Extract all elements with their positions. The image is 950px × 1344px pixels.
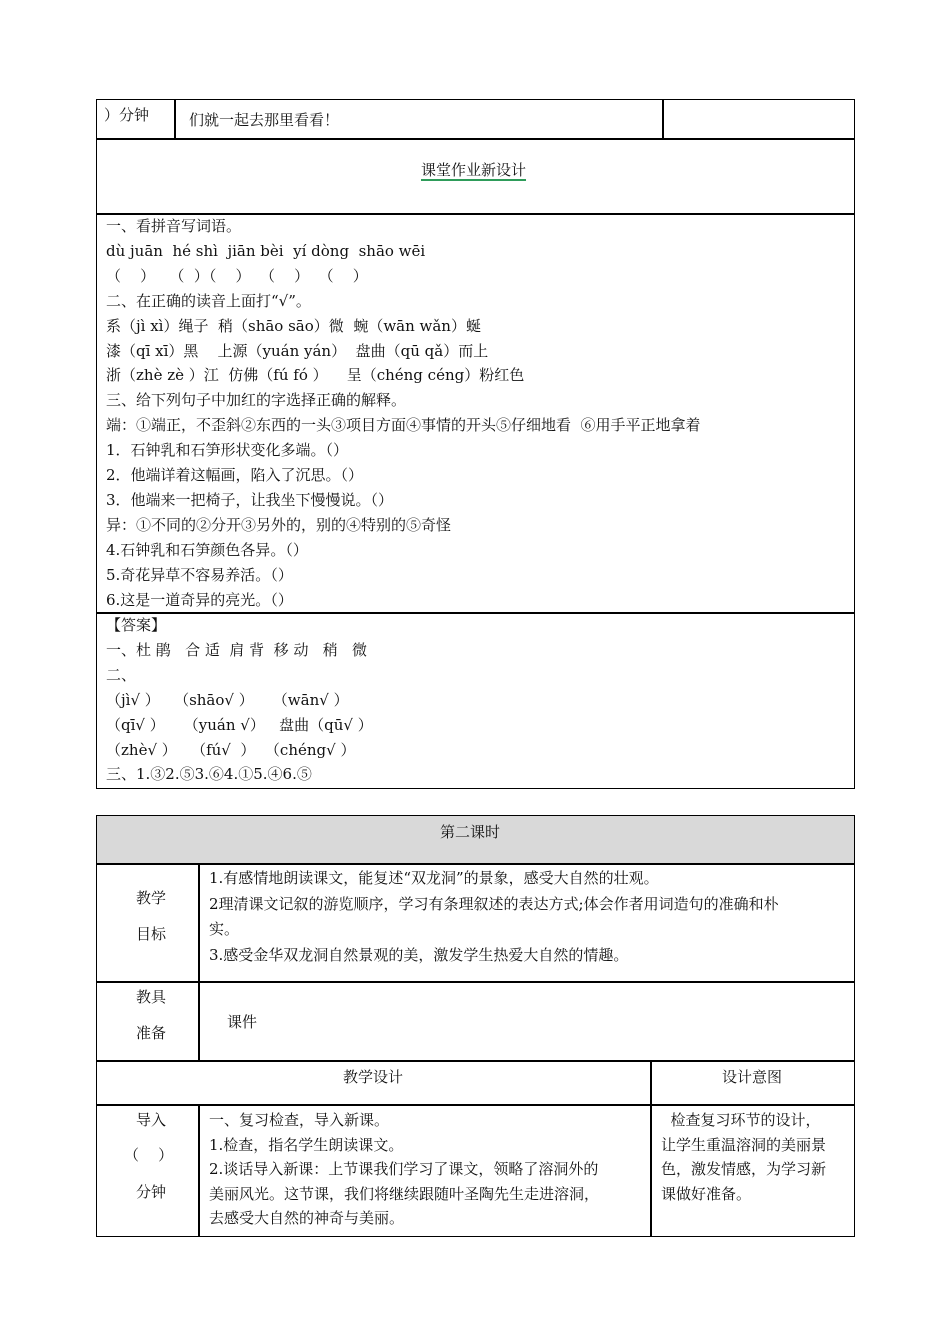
intent-line: 课做好准备。 [661,1184,752,1203]
answer-line: 一、杜 鹃 合 适 肩 背 移 动 稍 微 [106,640,368,659]
homework-title: 课堂作业新设计 [421,161,527,179]
intro-line: 1.检查，指名学生朗读课文。 [209,1135,404,1154]
tools-content: 课件 [227,1013,258,1031]
exercise-line: 3．他端来一把椅子，让我坐下慢慢说。（） [106,490,394,509]
intent-line: 色，激发情感，为学习新 [661,1160,827,1178]
answer-line: （zhè√ ） （fú√ ） （chéng√ ） [106,740,356,759]
answer-line: 二、 [106,665,137,684]
goal-line: 1.有感情地朗读课文，能复述“双龙洞”的景象，感受大自然的壮观。 [209,869,659,887]
answer-line: （jì√ ） （shāo√ ） （wān√ ） [106,690,349,709]
exercise-line: 三、给下列句子中加红的字选择正确的解释。 [106,391,407,410]
exercise-line: 2．他端详着这幅画，陷入了沉思。（） [106,466,364,484]
intro-line: 2.谈话导入新课：上节课我们学习了课文，领略了溶洞外的 [209,1160,599,1178]
goal-line: 2理清课文记叙的游览顺序，学习有条理叙述的表达方式;体会作者用词造句的准确和朴 [209,894,779,913]
exercise-line: 二、在正确的读音上面打“√”。 [106,291,311,310]
answer-line: 【答案】 [106,616,167,634]
goals-label-line2: 目标 [136,925,167,943]
goals-label-line1: 教学 [136,889,167,907]
intro-line: 去感受大自然的神奇与美丽。 [209,1209,405,1227]
goal-line: 实。 [209,920,240,938]
exercise-line: 漆（qī xī）黑 上源（yuán yán） 盘曲（qū qǎ）而上 [106,341,489,360]
goals-label-cell [96,863,200,983]
exercise-line: 5.奇花异草不容易养活。（） [106,565,293,584]
exercise-line: dù juān hé shì jiān bèi yí dòng shāo wēi [106,241,426,260]
exercise-line: 一、看拼音写词语。 [106,217,242,235]
intro-line: 一、复习检查，导入新课。 [209,1111,390,1129]
exercise-line: 系（jì xì）绳子 稍（shāo sāo）微 蜿（wān wǎn）蜒 [106,316,481,335]
exercise-line: 异：①不同的②分开③另外的，别的④特别的⑤奇怪 [106,515,452,534]
table1-top-right-cell [662,99,855,140]
design-header: 教学设计 [343,1068,404,1086]
exercise-line: 1．石钟乳和石笋形状变化多端。（） [106,441,349,460]
answer-line: 三、1.③2.⑤3.⑥4.①5.④6.⑤ [106,765,312,784]
intent-header: 设计意图 [722,1068,783,1086]
intro-line: 美丽风光。这节课，我们将继续跟随叶圣陶先生走进溶洞， [209,1184,600,1203]
tools-content-cell [198,981,855,1062]
intent-line: 让学生重温溶洞的美丽景 [661,1135,827,1154]
tools-label-line2: 准备 [136,1024,167,1042]
lesson-text: 们就一起去那里看看！ [189,111,340,129]
intro-label-line3: 分钟 [136,1183,167,1201]
intro-label-line1: 导入 [136,1111,167,1129]
answer-line: （qī√ ） （yuán √） 盘曲（qū√ ） [106,715,373,734]
intent-line: 检查复习环节的设计， [661,1111,821,1129]
exercise-line: （ ） （ ）（ ） （ ） （ ） [106,266,368,285]
exercise-line: 端：①端正，不歪斜②东西的一头③项目方面④事情的开头⑤仔细地看 ⑥用手平正地拿着 [106,416,701,435]
lesson-header: 第二课时 [440,823,501,841]
goal-line: 3.感受金华双龙洞自然景观的美，激发学生热爱大自然的情趣。 [209,945,629,964]
exercise-line: 6.这是一道奇异的亮光。（） [106,590,293,609]
exercise-line: 4.石钟乳和石笋颜色各异。（） [106,540,308,559]
intro-label-line2: （ ） [124,1146,174,1164]
exercise-line: 浙（zhè zè ）江 仿佛（fú fó ） 呈（chéng céng）粉红色 [106,366,525,385]
time-label: ）分钟 [104,106,150,124]
tools-label-line1: 教具 [136,988,167,1006]
